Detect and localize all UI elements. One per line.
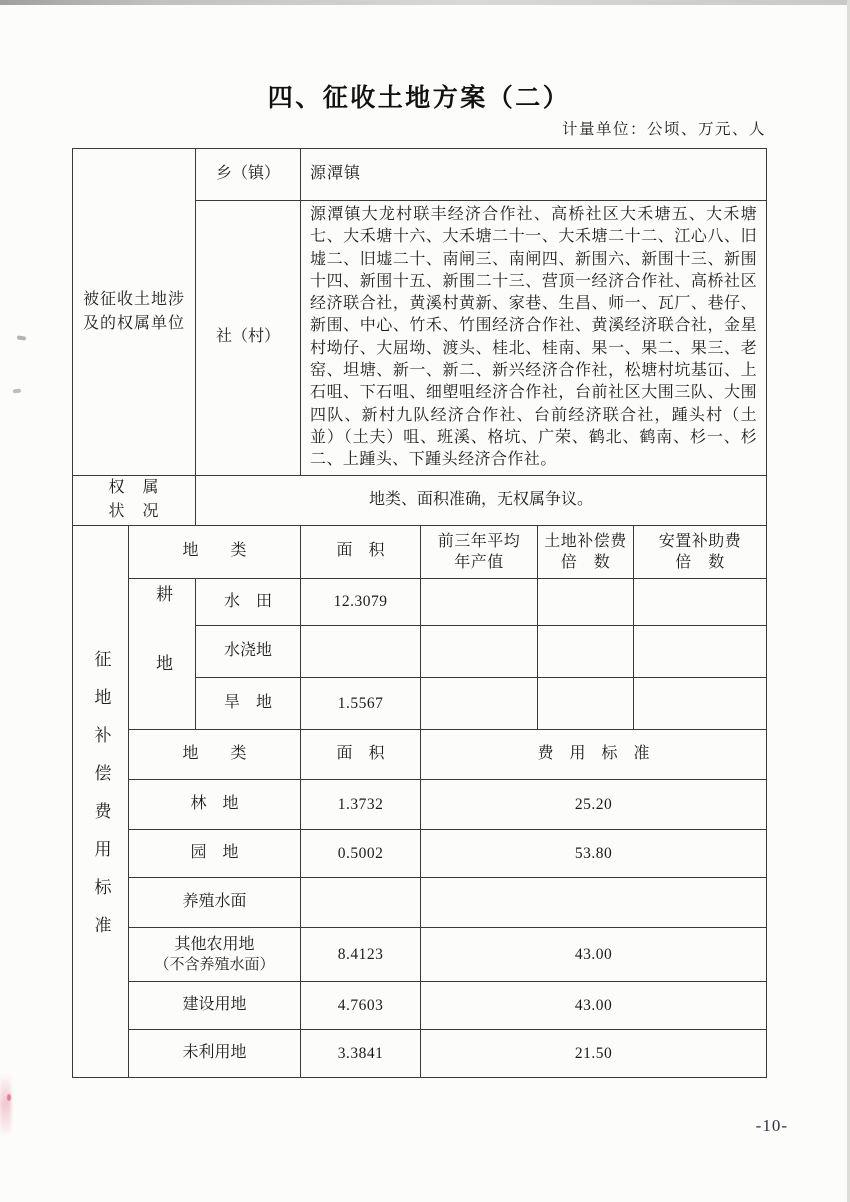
ownership-side-label-line1: 被征收土地涉	[83, 290, 186, 308]
ownership-side-label	[73, 149, 196, 476]
aquaculture-row	[73, 878, 767, 928]
page-title: 四、征收土地方案（二）	[267, 84, 571, 112]
status-label-line1: 权 属	[108, 479, 160, 497]
area-cell	[301, 626, 421, 678]
land-type-line1: 其他农用地	[174, 936, 255, 954]
area-cell: 1.5567	[301, 678, 421, 730]
area-cell: 3.3841	[301, 1030, 421, 1078]
land-type-cell: 水 田	[196, 578, 301, 626]
ownership-side-label-line2: 及的权属单位	[83, 314, 186, 332]
garden-land-row	[73, 830, 767, 878]
village-label: 社（村）	[196, 201, 301, 476]
header-resettle-multiple	[634, 525, 767, 578]
area-cell	[301, 878, 421, 928]
header-land-comp-line2: 倍 数	[560, 553, 611, 571]
resettle-multiple-cell	[634, 578, 767, 626]
fee-cell	[421, 878, 767, 928]
scan-dot-artifact	[7, 1094, 11, 1101]
township-label: 乡（镇）	[196, 149, 301, 201]
area-cell: 8.4123	[301, 928, 421, 982]
township-value: 源潭镇	[301, 149, 767, 201]
page-number: -10-	[755, 1116, 788, 1135]
header-area: 面 积	[301, 525, 421, 578]
compensation-header-row	[73, 525, 767, 578]
land-type-cell	[129, 928, 301, 982]
fee-cell: 53.80	[421, 830, 767, 878]
land-type-cell: 旱 地	[196, 678, 301, 730]
land-multiple-cell	[538, 626, 634, 678]
area-cell: 1.3732	[301, 780, 421, 830]
yield-cell	[421, 578, 538, 626]
forest-land-row	[73, 780, 767, 830]
area-cell: 4.7603	[301, 982, 421, 1030]
land-multiple-cell	[538, 678, 634, 730]
village-value: 源潭镇大龙村联丰经济合作社、高桥社区大禾塘五、大禾塘七、大禾塘十六、大禾塘二十一、大禾塘二十二、江心八、旧墟二、旧墟二十、南闸三、南闸四、新围六、新围十三、新围十四、新围十五、新围二十三、营顶一经济合作社、高桥社区经济联合社，黄溪村黄新、家巷、生昌、师一、瓦厂、巷仔、新围、中心、竹禾、竹围经济合作社、黄溪经济联合社，金星村坳仔、大屈坳、渡头、桂北、桂南、果一、果二、果三、老窑、坦塘、新一、新二、新兴经济合作社，松塘村坑基冚、上石咀、下石咀、细塱咀经济合作社，台前社区大围三队、大围四队、新村九队经济合作社、台前经济联合社，踵头村（土並）（土夫）咀、班溪、格坑、广荣、鹤北、鹤南、杉一、杉二、上踵头、下踵头经济合作社。	[301, 201, 767, 476]
fee-header-standard: 费 用 标 准	[421, 730, 767, 780]
land-type-cell: 建设用地	[129, 982, 301, 1030]
fee-cell: 25.20	[421, 780, 767, 830]
header-resettle-line1: 安置补助费	[658, 532, 742, 550]
cultivated-land-label	[129, 578, 196, 730]
fee-cell: 43.00	[421, 982, 767, 1030]
fee-header-land-type: 地 类	[129, 730, 301, 780]
fee-header-area: 面 积	[301, 730, 421, 780]
header-avg-yield	[421, 525, 538, 578]
land-type-cell: 林 地	[129, 780, 301, 830]
cultivated-land-label-text: 耕地	[153, 584, 173, 723]
fee-header-row	[73, 730, 767, 780]
scan-smudge-artifact	[0, 1074, 11, 1134]
land-type-line2: （不含养殖水面）	[154, 957, 275, 974]
scan-mark-artifact	[13, 389, 21, 394]
resettle-multiple-cell	[634, 678, 767, 730]
area-cell: 12.3079	[301, 578, 421, 626]
land-type-cell: 水浇地	[196, 626, 301, 678]
header-land-comp-multiple	[538, 525, 634, 578]
construction-land-row	[73, 982, 767, 1030]
fee-cell: 43.00	[421, 928, 767, 982]
area-cell: 0.5002	[301, 830, 421, 878]
land-multiple-cell	[538, 578, 634, 626]
land-type-cell: 养殖水面	[129, 878, 301, 928]
paddy-field-row	[73, 578, 767, 626]
status-value: 地类、面积准确，无权属争议。	[196, 475, 767, 525]
unit-note: 计量单位：公顷、万元、人	[561, 121, 766, 138]
yield-cell	[421, 626, 538, 678]
status-label	[73, 475, 196, 525]
header-resettle-line2: 倍 数	[675, 553, 725, 571]
compensation-side-label-text: 征地补偿费用标准	[91, 650, 111, 955]
scan-mark-artifact	[17, 335, 26, 340]
other-farmland-row	[73, 928, 767, 982]
header-avg-yield-line2: 年产值	[454, 553, 504, 571]
header-land-type: 地 类	[129, 525, 301, 578]
unused-land-row	[73, 1030, 767, 1078]
scan-top-edge-artifact	[0, 0, 850, 5]
compensation-side-label	[73, 525, 129, 1078]
township-row	[73, 149, 767, 201]
yield-cell	[421, 678, 538, 730]
land-type-cell: 未利用地	[129, 1030, 301, 1078]
header-land-comp-line1: 土地补偿费	[544, 532, 627, 550]
ownership-status-row	[73, 475, 767, 525]
resettle-multiple-cell	[634, 626, 767, 678]
header-avg-yield-line1: 前三年平均	[437, 532, 521, 550]
status-label-line2: 状 况	[108, 503, 160, 521]
fee-cell: 21.50	[421, 1030, 767, 1078]
land-acquisition-table	[72, 148, 767, 1078]
land-type-cell: 园 地	[129, 830, 301, 878]
